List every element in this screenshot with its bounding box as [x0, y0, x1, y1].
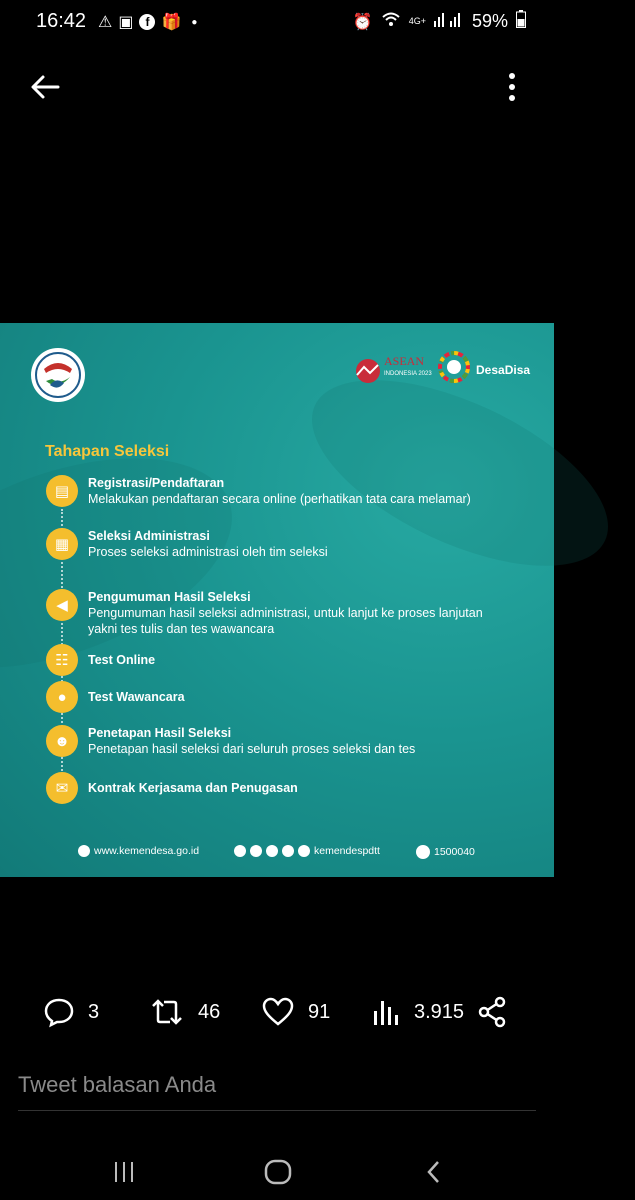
- step-title: Test Wawancara: [88, 690, 185, 704]
- heart-icon: [262, 997, 294, 1027]
- step-connector: [61, 562, 63, 592]
- kemendesa-logo: [30, 347, 86, 403]
- step-item: [46, 589, 546, 637]
- instagram-icon: [234, 845, 246, 857]
- interview-icon: ●: [46, 681, 78, 713]
- step-description: Melakukan pendaftaran secara online (perhatikan tata cara melamar): [88, 492, 471, 506]
- home-icon: [258, 1152, 298, 1192]
- step-title: Penetapan Hasil Seleksi: [88, 726, 232, 740]
- megaphone-icon: ◀: [46, 589, 78, 621]
- post-image[interactable]: [0, 323, 554, 877]
- recent-apps-icon: [104, 1152, 144, 1192]
- battery-percent: 59%: [471, 11, 508, 31]
- step-title: Registrasi/Pendaftaran: [88, 476, 225, 490]
- reply-icon: [44, 997, 74, 1027]
- website-info: [78, 845, 199, 857]
- step-item: [46, 475, 546, 507]
- desa-logo-text: DesaDisa: [476, 363, 531, 377]
- dot-icon: ●: [191, 16, 198, 28]
- retweet-count: 46: [198, 1000, 221, 1023]
- share-button[interactable]: [476, 992, 508, 1032]
- arrow-left-icon: [28, 70, 62, 104]
- battery-icon: [516, 10, 526, 33]
- more-options-button[interactable]: [500, 70, 524, 104]
- sdg-logo: [438, 351, 470, 383]
- globe-icon: [78, 845, 90, 857]
- alarm-icon: ⏰: [352, 13, 373, 31]
- views-button[interactable]: [370, 992, 464, 1032]
- document-form-icon: ▤: [46, 475, 78, 507]
- step-description-line2: yakni tes tulis dan tes wawancara: [88, 622, 275, 636]
- step-item: [46, 725, 546, 757]
- step-title: Pengumuman Hasil Seleksi: [88, 590, 251, 604]
- document-search-icon: ▦: [46, 528, 78, 560]
- back-nav-button[interactable]: [414, 1152, 454, 1192]
- infographic-title: Tahapan Seleksi: [45, 443, 170, 460]
- like-count: 91: [308, 1000, 331, 1023]
- analytics-icon: [370, 997, 400, 1027]
- infographic-footer: [0, 843, 554, 865]
- phone-number: 1500040: [434, 846, 475, 858]
- step-connector: [61, 757, 63, 771]
- contract-icon: ✉: [46, 772, 78, 804]
- notification-icons: [98, 12, 197, 32]
- desa-logo: [476, 359, 536, 379]
- step-description: Pengumuman hasil seleksi administrasi, untuk lanjut ke proses lanjutan: [88, 606, 483, 620]
- social-handle: kemendespdtt: [314, 845, 380, 857]
- kebab-menu-icon: [500, 70, 524, 104]
- website-text: www.kemendesa.go.id: [94, 845, 200, 857]
- system-nav-bar: [0, 1140, 554, 1200]
- warning-icon: ⚠: [98, 14, 113, 31]
- home-button[interactable]: [258, 1152, 298, 1192]
- status-time: 16:42: [36, 10, 87, 32]
- views-count: 3.915: [414, 1000, 465, 1023]
- facebook-icon: [250, 845, 262, 857]
- retweet-button[interactable]: [150, 992, 220, 1032]
- step-item: [46, 644, 546, 676]
- youtube-icon: [282, 845, 294, 857]
- group-icon: ☻: [46, 725, 78, 757]
- back-button[interactable]: [28, 70, 62, 104]
- chat-icon: ▣: [118, 14, 134, 31]
- step-item: [46, 772, 546, 804]
- social-info: [234, 845, 380, 857]
- reply-button[interactable]: [44, 992, 99, 1032]
- step-description: Proses seleksi administrasi oleh tim seleksi: [88, 545, 328, 559]
- step-item: [46, 528, 546, 560]
- share-icon: [476, 996, 508, 1028]
- asean-text: ASEAN: [384, 354, 425, 368]
- recent-apps-button[interactable]: [104, 1152, 144, 1192]
- step-title: Test Online: [88, 653, 156, 667]
- reply-count: 3: [88, 1000, 100, 1023]
- phone-icon: [416, 845, 430, 859]
- divider: [18, 1110, 536, 1111]
- retweet-icon: [150, 997, 184, 1027]
- system-icons: [353, 10, 526, 33]
- status-bar: [0, 0, 554, 46]
- twitter-icon: [266, 845, 278, 857]
- tiktok-icon: [298, 845, 310, 857]
- online-test-icon: ☷: [46, 644, 78, 676]
- step-item: [46, 681, 546, 713]
- network-label: 4G+: [408, 16, 426, 26]
- phone-info: [416, 845, 475, 859]
- step-title: Kontrak Kerjasama dan Penugasan: [88, 781, 298, 795]
- step-title: Seleksi Administrasi: [88, 529, 210, 543]
- wifi-icon: [381, 11, 401, 32]
- chevron-left-icon: [414, 1152, 454, 1192]
- step-description: Penetapan hasil seleksi dari seluruh proses seleksi dan tes: [88, 742, 416, 756]
- asean-logo: [354, 351, 432, 391]
- like-button[interactable]: [262, 992, 330, 1032]
- gift-icon: 🎁: [161, 14, 182, 31]
- asean-sub-text: INDONESIA 2023: [384, 371, 432, 377]
- reply-input[interactable]: Tweet balasan Anda: [18, 1072, 217, 1097]
- signal-icon: [434, 11, 464, 32]
- facebook-icon: f: [139, 14, 155, 30]
- tweet-actions: [0, 992, 554, 1032]
